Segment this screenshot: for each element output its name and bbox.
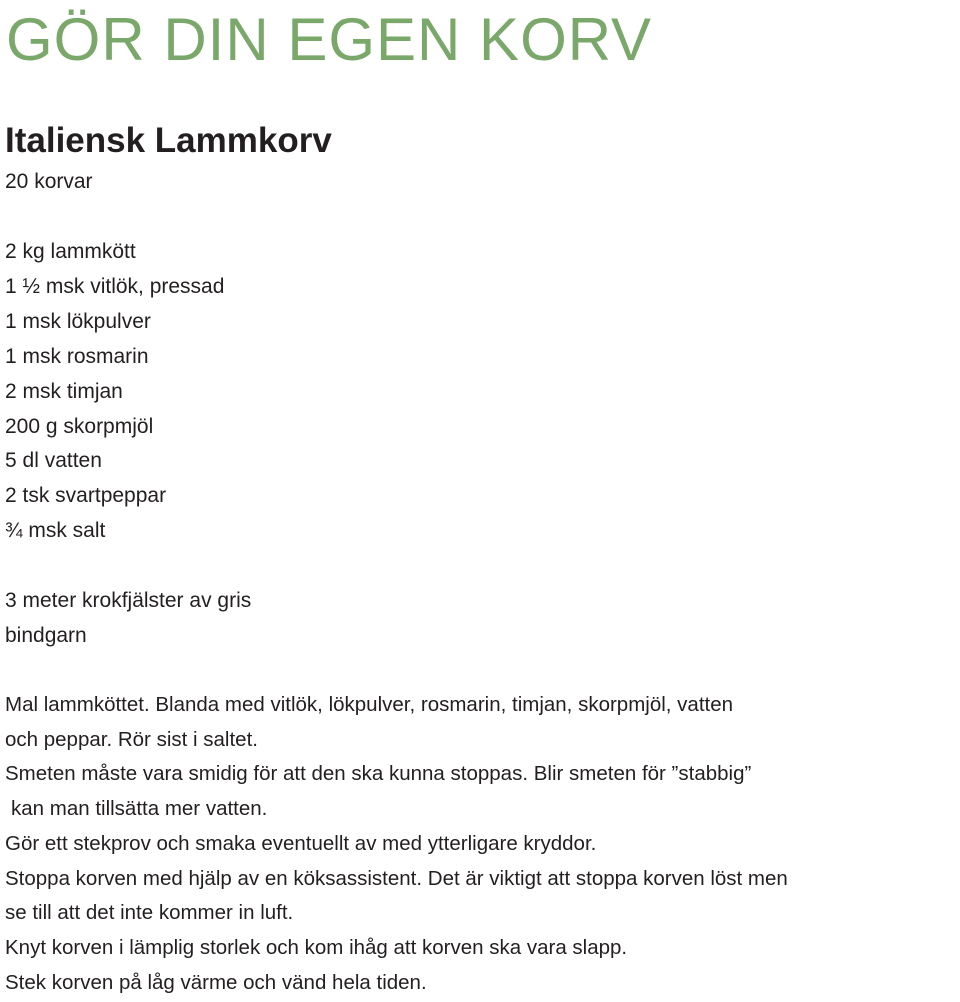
- supply-item: bindgarn: [5, 623, 87, 647]
- ingredient-item: 200 g skorpmjöl: [5, 414, 154, 438]
- instruction-line: kan man tillsätta mer vatten.: [11, 797, 268, 821]
- instructions: [5, 688, 959, 1000]
- instruction-line: Stek korven på låg värme och vänd hela tiden.: [5, 970, 427, 994]
- instruction-line: se till att det inte kommer in luft.: [5, 901, 294, 925]
- instruction-line: Knyt korven i lämplig storlek och kom ihåg att korven ska vara slapp.: [5, 935, 628, 959]
- instruction-line: och peppar. Rör sist i saltet.: [5, 727, 258, 751]
- instruction-line: Mal lammköttet. Blanda med vitlök, lökpulver, rosmarin, timjan, skorpmjöl, vatten: [5, 693, 734, 716]
- recipe-title: Italiensk Lammkorv: [5, 121, 332, 160]
- ingredient-item: 2 msk timjan: [5, 379, 123, 403]
- ingredient-item: 1 msk rosmarin: [5, 344, 149, 368]
- ingredient-item: 1 msk lökpulver: [5, 309, 151, 333]
- supply-item: 3 meter krokfjälster av gris: [5, 589, 252, 612]
- instruction-line: Smeten måste vara smidig för att den ska kunna stoppas. Blir smeten för ”stabbig”: [5, 762, 752, 786]
- supplies-list: [5, 584, 251, 654]
- recipe-servings: 20 korvar: [5, 170, 93, 193]
- ingredient-item: ¾ msk salt: [5, 519, 106, 543]
- ingredient-item: 5 dl vatten: [5, 449, 102, 473]
- instruction-line: Gör ett stekprov och smaka eventuellt av med ytterligare kryddor.: [5, 831, 597, 855]
- ingredient-item: 1 ½ msk vitlök, pressad: [5, 274, 225, 298]
- ingredient-item: 2 kg lammkött: [5, 240, 136, 263]
- instruction-line: Stoppa korven med hjälp av en köksassistent. Det är viktigt att stoppa korven löst men: [5, 866, 788, 890]
- page-banner-title: GÖR DIN EGEN KORV: [6, 6, 653, 73]
- ingredient-item: 2 tsk svartpeppar: [5, 484, 167, 508]
- ingredient-list: [5, 235, 224, 549]
